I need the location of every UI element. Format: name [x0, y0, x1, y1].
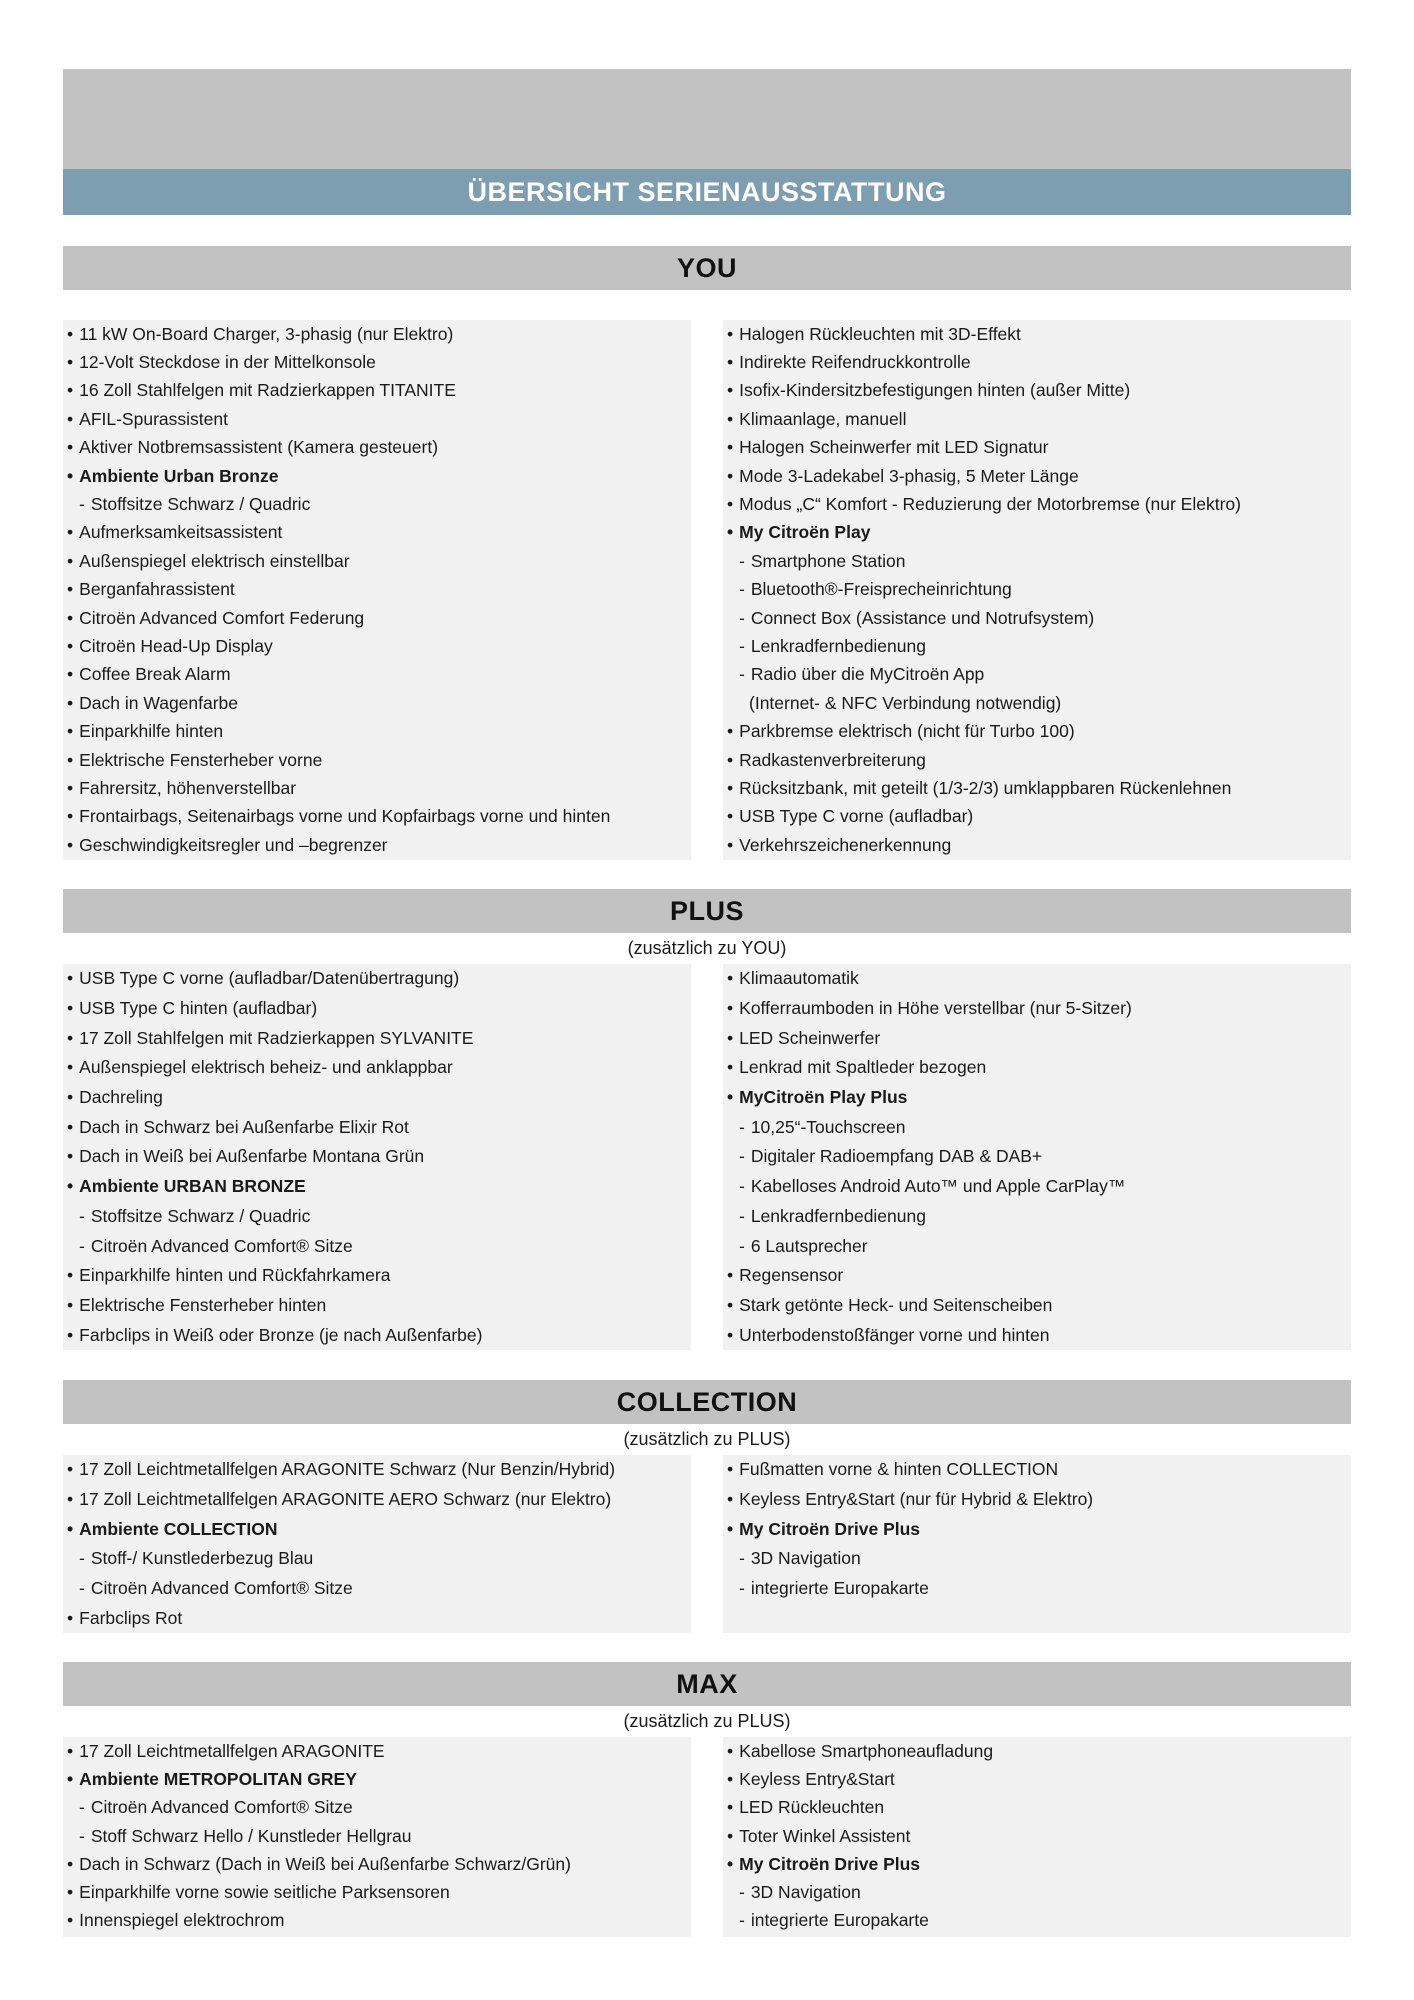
- feature-item: [727, 1544, 1347, 1574]
- feature-item: [727, 1850, 1347, 1878]
- feature-item: [727, 490, 1347, 518]
- bullet-icon: •: [67, 1489, 74, 1510]
- feature-text: LED Rückleuchten: [739, 1797, 885, 1818]
- bullet-icon: •: [727, 1459, 734, 1480]
- feature-text: 6 Lautsprecher: [750, 1235, 868, 1256]
- bullet-icon: •: [67, 777, 74, 798]
- feature-item: [67, 1202, 687, 1232]
- feature-item: [67, 1142, 687, 1172]
- feature-text: LED Scheinwerfer: [739, 1027, 881, 1048]
- dash-icon: -: [739, 1578, 745, 1599]
- feature-item: [67, 632, 687, 660]
- feature-text: Fahrersitz, höhenverstellbar: [79, 777, 297, 798]
- bullet-icon: •: [67, 1265, 74, 1286]
- feature-item: [67, 1514, 687, 1544]
- bullet-icon: •: [67, 522, 74, 543]
- feature-item: [67, 1172, 687, 1202]
- feature-list-left: [63, 1455, 691, 1633]
- feature-text: 12-Volt Steckdose in der Mittelkonsole: [79, 352, 376, 373]
- feature-item: [67, 434, 687, 462]
- feature-list-right: [723, 964, 1351, 1350]
- feature-item: [727, 1202, 1347, 1232]
- feature-item: [727, 1261, 1347, 1291]
- feature-item: [67, 1083, 687, 1113]
- feature-item: [67, 377, 687, 405]
- feature-item: [727, 994, 1347, 1024]
- bullet-icon: •: [727, 323, 734, 344]
- feature-item: [727, 1320, 1347, 1350]
- bullet-icon: •: [727, 777, 734, 798]
- feature-item: [67, 1320, 687, 1350]
- bullet-icon: •: [67, 550, 74, 571]
- feature-item: [727, 661, 1347, 689]
- feature-text: Stoff Schwarz Hello / Kunstleder Hellgrau: [90, 1825, 412, 1846]
- feature-list-left: [63, 1737, 691, 1937]
- dash-icon: -: [79, 1797, 85, 1818]
- feature-item: [67, 1544, 687, 1574]
- section-header-plus: PLUS: [63, 889, 1351, 933]
- feature-text: USB Type C hinten (aufladbar): [79, 998, 318, 1019]
- feature-item: [727, 1142, 1347, 1172]
- feature-text: Citroën Advanced Comfort® Sitze: [90, 1578, 353, 1599]
- bullet-icon: •: [727, 1294, 734, 1315]
- feature-item: [727, 1172, 1347, 1202]
- feature-item: [67, 1878, 687, 1906]
- feature-item: [727, 689, 1347, 717]
- feature-item: [67, 831, 687, 859]
- dash-icon: -: [739, 1146, 745, 1167]
- feature-item: [67, 576, 687, 604]
- feature-item: [67, 490, 687, 518]
- feature-text: Coffee Break Alarm: [79, 664, 231, 685]
- bullet-icon: •: [67, 1087, 74, 1108]
- feature-item: [67, 1291, 687, 1321]
- feature-text: Außenspiegel elektrisch einstellbar: [79, 550, 350, 571]
- feature-item: [67, 547, 687, 575]
- feature-text: 17 Zoll Stahlfelgen mit Radzierkappen SYLVANITE: [79, 1027, 474, 1048]
- feature-list-right: [723, 320, 1351, 860]
- feature-text: Klimaautomatik: [739, 968, 859, 989]
- dash-icon: -: [739, 607, 745, 628]
- dash-icon: -: [739, 579, 745, 600]
- feature-item: [727, 1574, 1347, 1604]
- feature-text: Citroën Advanced Comfort® Sitze: [90, 1235, 353, 1256]
- bullet-icon: •: [67, 1116, 74, 1137]
- feature-item: [727, 803, 1347, 831]
- bullet-icon: •: [67, 1740, 74, 1761]
- feature-text: Indirekte Reifendruckkontrolle: [739, 352, 971, 373]
- bullet-icon: •: [67, 1324, 74, 1345]
- feature-text: integrierte Europakarte: [750, 1910, 929, 1931]
- bullet-icon: •: [727, 721, 734, 742]
- feature-text: Radkastenverbreiterung: [739, 749, 926, 770]
- bullet-icon: •: [727, 806, 734, 827]
- bullet-icon: •: [67, 1518, 74, 1539]
- feature-text: 3D Navigation: [750, 1548, 861, 1569]
- feature-item: [67, 1231, 687, 1261]
- feature-item: [727, 604, 1347, 632]
- bullet-icon: •: [727, 1518, 734, 1539]
- bullet-icon: •: [67, 437, 74, 458]
- bullet-icon: •: [67, 1459, 74, 1480]
- dash-icon: -: [79, 1548, 85, 1569]
- dash-icon: -: [79, 1825, 85, 1846]
- feature-text: Radio über die MyCitroën App: [750, 664, 985, 685]
- feature-item: [727, 964, 1347, 994]
- feature-text: 16 Zoll Stahlfelgen mit Radzierkappen TITANITE: [79, 380, 456, 401]
- section-subtitle: (zusätzlich zu PLUS): [623, 1710, 791, 1731]
- feature-item: [67, 717, 687, 745]
- feature-text: MyCitroën Play Plus: [739, 1087, 908, 1108]
- feature-text: Dach in Weiß bei Außenfarbe Montana Grün: [79, 1146, 425, 1167]
- feature-item: [67, 774, 687, 802]
- feature-text: USB Type C vorne (aufladbar/Datenübertragung): [79, 968, 460, 989]
- feature-text: Citroën Advanced Comfort Federung: [79, 607, 365, 628]
- feature-item: [67, 746, 687, 774]
- feature-item: [67, 462, 687, 490]
- feature-item: [67, 1023, 687, 1053]
- feature-text: Stoff-/ Kunstlederbezug Blau: [90, 1548, 314, 1569]
- feature-item: [67, 689, 687, 717]
- feature-item: [67, 604, 687, 632]
- bullet-icon: •: [67, 579, 74, 600]
- bullet-icon: •: [67, 749, 74, 770]
- bullet-icon: •: [67, 408, 74, 429]
- feature-text: Keyless Entry&Start: [739, 1768, 895, 1789]
- dash-icon: -: [739, 664, 745, 685]
- feature-text: Isofix-Kindersitzbefestigungen hinten (außer Mitte): [739, 380, 1131, 401]
- bullet-icon: •: [67, 465, 74, 486]
- feature-item: [727, 1231, 1347, 1261]
- dash-icon: -: [739, 1910, 745, 1931]
- feature-item: [727, 1822, 1347, 1850]
- dash-icon: -: [739, 1882, 745, 1903]
- bullet-icon: •: [727, 1057, 734, 1078]
- feature-text: Farbclips Rot: [79, 1607, 183, 1628]
- feature-item: [67, 519, 687, 547]
- feature-text: Halogen Rückleuchten mit 3D-Effekt: [739, 323, 1021, 344]
- feature-item: [727, 1053, 1347, 1083]
- dash-icon: -: [739, 1116, 745, 1137]
- feature-text: Farbclips in Weiß oder Bronze (je nach Außenfarbe): [79, 1324, 483, 1345]
- feature-item: [67, 1112, 687, 1142]
- bullet-icon: •: [727, 1797, 734, 1818]
- feature-item: [67, 1737, 687, 1765]
- dash-icon: -: [739, 1176, 745, 1197]
- feature-item: [727, 405, 1347, 433]
- bullet-icon: •: [67, 664, 74, 685]
- feature-item: [727, 434, 1347, 462]
- feature-item: [727, 632, 1347, 660]
- bullet-icon: •: [67, 1176, 74, 1197]
- feature-text: Lenkrad mit Spaltleder bezogen: [739, 1057, 987, 1078]
- dash-icon: -: [79, 1235, 85, 1256]
- feature-item: [727, 377, 1347, 405]
- feature-item: [727, 1878, 1347, 1906]
- section-header-you: YOU: [63, 246, 1351, 290]
- feature-item: [67, 1794, 687, 1822]
- feature-item: [727, 1514, 1347, 1544]
- feature-item: [727, 519, 1347, 547]
- bullet-icon: •: [727, 437, 734, 458]
- feature-text: Geschwindigkeitsregler und –begrenzer: [79, 834, 388, 855]
- feature-item: [67, 1455, 687, 1485]
- bullet-icon: •: [67, 998, 74, 1019]
- feature-text: (Internet- & NFC Verbindung notwendig): [749, 692, 1062, 713]
- feature-item: [67, 1822, 687, 1850]
- bullet-icon: •: [727, 834, 734, 855]
- dash-icon: -: [739, 1548, 745, 1569]
- feature-text: 17 Zoll Leichtmetallfelgen ARAGONITE Schwarz (Nur Benzin/Hybrid): [79, 1459, 616, 1480]
- bullet-icon: •: [67, 806, 74, 827]
- feature-text: Keyless Entry&Start (nur für Hybrid & Elektro): [739, 1489, 1094, 1510]
- feature-list-right: [723, 1455, 1351, 1633]
- feature-item: [67, 661, 687, 689]
- feature-item: [727, 1485, 1347, 1515]
- feature-text: Verkehrszeichenerkennung: [739, 834, 952, 855]
- feature-text: Dachreling: [79, 1087, 163, 1108]
- feature-list-right: [723, 1737, 1351, 1937]
- feature-text: Bluetooth®-Freisprecheinrichtung: [750, 579, 1012, 600]
- section-subtitle: (zusätzlich zu YOU): [627, 937, 787, 958]
- feature-item: [727, 746, 1347, 774]
- feature-item: [67, 1053, 687, 1083]
- bullet-icon: •: [67, 692, 74, 713]
- feature-item: [727, 831, 1347, 859]
- bullet-icon: •: [727, 465, 734, 486]
- feature-item: [67, 1603, 687, 1633]
- feature-item: [67, 1261, 687, 1291]
- feature-text: Dach in Wagenfarbe: [79, 692, 239, 713]
- feature-item: [727, 717, 1347, 745]
- bullet-icon: •: [727, 968, 734, 989]
- dash-icon: -: [79, 1205, 85, 1226]
- bullet-icon: •: [727, 1768, 734, 1789]
- feature-text: Lenkradfernbedienung: [750, 1205, 926, 1226]
- feature-text: Kofferraumboden in Höhe verstellbar (nur 5-Sitzer): [739, 998, 1132, 1019]
- feature-text: Kabellose Smartphoneaufladung: [739, 1740, 994, 1761]
- feature-item: [727, 1907, 1347, 1935]
- bullet-icon: •: [727, 522, 734, 543]
- feature-item: [67, 1574, 687, 1604]
- bullet-icon: •: [727, 1027, 734, 1048]
- bullet-icon: •: [67, 1027, 74, 1048]
- feature-item: [727, 1291, 1347, 1321]
- bullet-icon: •: [727, 352, 734, 373]
- feature-text: Unterbodenstoßfänger vorne und hinten: [739, 1324, 1050, 1345]
- bullet-icon: •: [67, 1910, 74, 1931]
- feature-text: Einparkhilfe vorne sowie seitliche Parksensoren: [79, 1882, 450, 1903]
- page-title: ÜBERSICHT SERIENAUSSTATTUNG: [63, 169, 1351, 215]
- feature-item: [727, 1455, 1347, 1485]
- feature-list-left: [63, 320, 691, 860]
- bullet-icon: •: [727, 380, 734, 401]
- feature-list-left: [63, 964, 691, 1350]
- feature-text: Stoffsitze Schwarz / Quadric: [90, 494, 311, 515]
- top-band: [63, 69, 1351, 169]
- section-header-max: MAX: [63, 1662, 1351, 1706]
- feature-text: Digitaler Radioempfang DAB & DAB+: [750, 1146, 1043, 1167]
- feature-item: [67, 1765, 687, 1793]
- feature-item: [727, 1112, 1347, 1142]
- feature-item: [727, 1023, 1347, 1053]
- feature-item: [727, 348, 1347, 376]
- feature-text: Dach in Schwarz bei Außenfarbe Elixir Rot: [79, 1116, 409, 1137]
- section-subtitle: (zusätzlich zu PLUS): [623, 1428, 791, 1449]
- bullet-icon: •: [727, 1324, 734, 1345]
- feature-item: [727, 1737, 1347, 1765]
- feature-text: Aktiver Notbremsassistent (Kamera gesteuert): [79, 437, 439, 458]
- bullet-icon: •: [67, 1294, 74, 1315]
- bullet-icon: •: [67, 607, 74, 628]
- dash-icon: -: [79, 494, 85, 515]
- feature-text: Elektrische Fensterheber hinten: [79, 1294, 327, 1315]
- section-header-collection: COLLECTION: [63, 1380, 1351, 1424]
- feature-text: AFIL-Spurassistent: [79, 408, 228, 429]
- feature-text: 17 Zoll Leichtmetallfelgen ARAGONITE: [79, 1740, 385, 1761]
- feature-text: 10,25“-Touchscreen: [750, 1116, 906, 1137]
- feature-text: Innenspiegel elektrochrom: [79, 1910, 285, 1931]
- bullet-icon: •: [67, 323, 74, 344]
- feature-text: Regensensor: [739, 1265, 844, 1286]
- feature-text: Rücksitzbank, mit geteilt (1/3-2/3) umklappbaren Rückenlehnen: [739, 777, 1232, 798]
- bullet-icon: •: [67, 1853, 74, 1874]
- feature-item: [67, 964, 687, 994]
- bullet-icon: •: [727, 1740, 734, 1761]
- feature-text: 17 Zoll Leichtmetallfelgen ARAGONITE AERO Schwarz (nur Elektro): [79, 1489, 612, 1510]
- feature-text: Ambiente METROPOLITAN GREY: [79, 1768, 357, 1789]
- feature-text: Citroën Advanced Comfort® Sitze: [90, 1797, 353, 1818]
- feature-text: Kabelloses Android Auto™ und Apple CarPlay™: [750, 1176, 1126, 1197]
- bullet-icon: •: [727, 408, 734, 429]
- feature-text: Aufmerksamkeitsassistent: [79, 522, 283, 543]
- bullet-icon: •: [67, 635, 74, 656]
- dash-icon: -: [739, 550, 745, 571]
- feature-text: Stark getönte Heck- und Seitenscheiben: [739, 1294, 1053, 1315]
- feature-item: [67, 348, 687, 376]
- feature-text: Außenspiegel elektrisch beheiz- und anklappbar: [79, 1057, 453, 1078]
- feature-text: My Citroën Play: [739, 522, 871, 543]
- bullet-icon: •: [67, 834, 74, 855]
- feature-text: 3D Navigation: [750, 1882, 861, 1903]
- feature-item: [727, 1083, 1347, 1113]
- feature-item: [67, 320, 687, 348]
- feature-item: [67, 994, 687, 1024]
- feature-text: Einparkhilfe hinten: [79, 721, 224, 742]
- bullet-icon: •: [727, 749, 734, 770]
- feature-item: [727, 547, 1347, 575]
- feature-text: Stoffsitze Schwarz / Quadric: [90, 1205, 311, 1226]
- dash-icon: -: [739, 1205, 745, 1226]
- feature-text: Citroën Head-Up Display: [79, 635, 273, 656]
- feature-text: Modus „C“ Komfort - Reduzierung der Motorbremse (nur Elektro): [739, 494, 1241, 515]
- bullet-icon: •: [727, 1825, 734, 1846]
- feature-text: Toter Winkel Assistent: [739, 1825, 911, 1846]
- feature-text: My Citroën Drive Plus: [739, 1853, 921, 1874]
- feature-item: [67, 1485, 687, 1515]
- feature-text: Frontairbags, Seitenairbags vorne und Kopfairbags vorne und hinten: [79, 806, 611, 827]
- feature-item: [67, 1850, 687, 1878]
- feature-text: Smartphone Station: [750, 550, 906, 571]
- feature-item: [67, 405, 687, 433]
- feature-text: Halogen Scheinwerfer mit LED Signatur: [739, 437, 1049, 458]
- feature-text: My Citroën Drive Plus: [739, 1518, 921, 1539]
- feature-text: Parkbremse elektrisch (nicht für Turbo 100): [739, 721, 1075, 742]
- feature-item: [727, 576, 1347, 604]
- feature-text: Fußmatten vorne & hinten COLLECTION: [739, 1459, 1059, 1480]
- bullet-icon: •: [67, 968, 74, 989]
- feature-text: Elektrische Fensterheber vorne: [79, 749, 323, 770]
- feature-item: [727, 1765, 1347, 1793]
- bullet-icon: •: [67, 1057, 74, 1078]
- bullet-icon: •: [67, 1146, 74, 1167]
- feature-text: Klimaanlage, manuell: [739, 408, 907, 429]
- feature-text: Ambiente COLLECTION: [79, 1518, 278, 1539]
- feature-item: [67, 803, 687, 831]
- feature-text: Connect Box (Assistance und Notrufsystem): [750, 607, 1095, 628]
- bullet-icon: •: [67, 1768, 74, 1789]
- bullet-icon: •: [67, 1607, 74, 1628]
- feature-item: [727, 774, 1347, 802]
- bullet-icon: •: [67, 380, 74, 401]
- bullet-icon: •: [727, 1265, 734, 1286]
- feature-text: Dach in Schwarz (Dach in Weiß bei Außenfarbe Schwarz/Grün): [79, 1853, 571, 1874]
- feature-text: Berganfahrassistent: [79, 579, 235, 600]
- bullet-icon: •: [727, 1087, 734, 1108]
- dash-icon: -: [739, 635, 745, 656]
- bullet-icon: •: [727, 998, 734, 1019]
- bullet-icon: •: [727, 1853, 734, 1874]
- bullet-icon: •: [67, 1882, 74, 1903]
- bullet-icon: •: [727, 494, 734, 515]
- feature-text: USB Type C vorne (aufladbar): [739, 806, 974, 827]
- feature-text: Ambiente Urban Bronze: [79, 465, 279, 486]
- bullet-icon: •: [67, 721, 74, 742]
- feature-text: Einparkhilfe hinten und Rückfahrkamera: [79, 1265, 391, 1286]
- feature-text: Ambiente URBAN BRONZE: [79, 1176, 306, 1197]
- feature-text: Mode 3-Ladekabel 3-phasig, 5 Meter Länge: [739, 465, 1079, 486]
- feature-text: integrierte Europakarte: [750, 1578, 929, 1599]
- bullet-icon: •: [67, 352, 74, 373]
- feature-item: [727, 462, 1347, 490]
- feature-item: [727, 1794, 1347, 1822]
- dash-icon: -: [79, 1578, 85, 1599]
- feature-item: [727, 320, 1347, 348]
- bullet-icon: •: [727, 1489, 734, 1510]
- feature-text: 11 kW On-Board Charger, 3-phasig (nur Elektro): [79, 323, 454, 344]
- feature-item: [67, 1907, 687, 1935]
- feature-text: Lenkradfernbedienung: [750, 635, 926, 656]
- dash-icon: -: [739, 1235, 745, 1256]
